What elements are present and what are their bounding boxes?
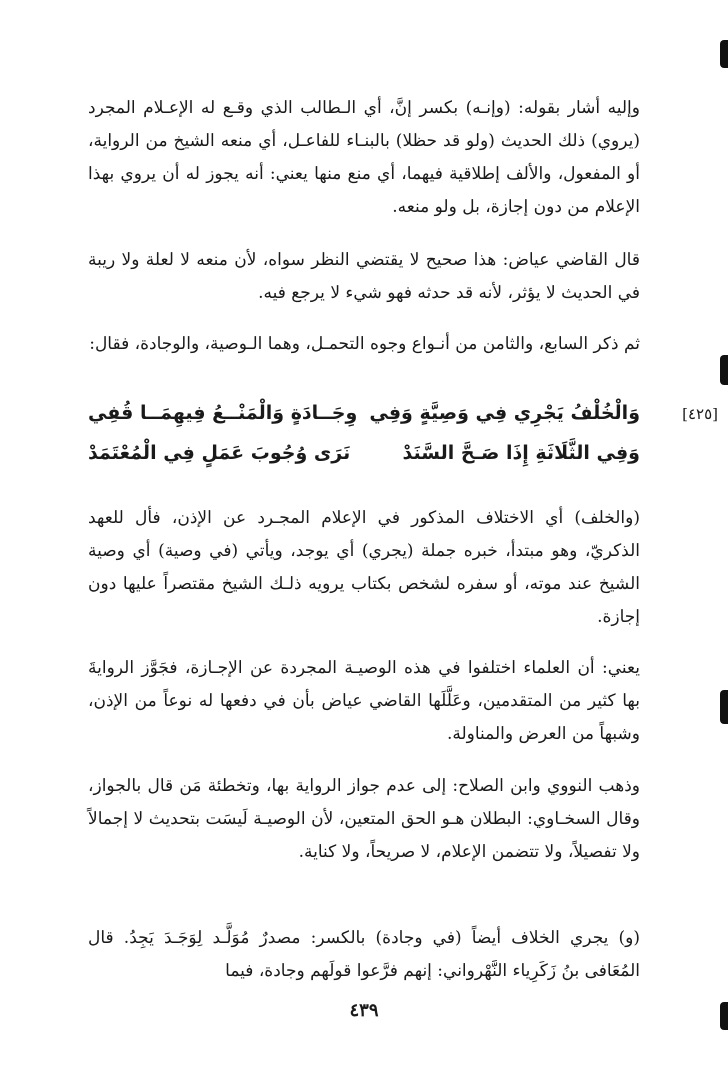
binding-mark: [720, 355, 728, 385]
paragraph: وذهب النووي وابن الصلاح: إلى عدم جواز الرواية بها، وتخطئة مَن قال بالجواز، وقال السخـاوي: البطلان هـو الحق المتعين، لأن الوصيـة لَيسَت بتحديث لا إجمالاً ولا تفصيلاً، ولا تتضمن الإعلام، لا صريحاً، ولا كناية.: [88, 776, 640, 862]
paragraph: (والخلف) أي الاختلاف المذكور في الإعلام المجـرد عن الإذن، فأل للعهد الذكريّ، وهو مبتدأ، خبره جملة (يجري) أي يوجد، ويأتي (في وصية) أي وصية الشيخ عند موته، أو سفره لشخص بكتاب يرويه ذلـك الشيخ مقتصراً عليها دون إجازة.: [88, 508, 640, 627]
paragraph: ثم ذكر السابع، والثامن من أنـواع وجوه التحمـل، وهما الـوصية، والوجادة، فقال:: [89, 334, 640, 354]
verse-line: [88, 402, 640, 436]
paragraph: قال القاضي عياض: هذا صحيح لا يقتضي النظر سواه، لأن منعه لا لعلة ولا ريبة في الحديث لا يؤثر، لأنه قد حدثه فهو شيء لا يرجع فيه.: [88, 250, 640, 303]
verse-hemistich-second: وِجَــادَةٍ وَالْمَنْــعُ فِيهِمَــا قُفِي: [88, 402, 358, 424]
page-number: ٤٣٩: [349, 1000, 379, 1021]
verse-line: [88, 442, 640, 476]
paragraph: (و) يجري الخلاف أيضاً (في وجادة) بالكسر: مصدرٌ مُوَلَّـد لِوَجَـدَ يَجِدُ. قال المُعَافى بنُ زَكَرِياء النَّهْرواني: إنهم فرَّعوا قولَهم وجادة، فيما: [88, 928, 640, 981]
verse-number: [٤٢٥]: [682, 405, 718, 423]
verse-hemistich-first: وَالْخُلْفُ يَجْرِي فِي وَصِيَّةٍ وَفِي: [369, 402, 640, 424]
verse-hemistich-first: وَفِي الثَّلَاثَةِ إِذَا صَـحَّ السَّنَدْ: [402, 442, 640, 464]
binding-mark: [720, 690, 728, 724]
paragraph: يعني: أن العلماء اختلفوا في هذه الوصيـة المجردة عن الإجـازة، فجَوَّز الروايةَ بها كثير من المتقدمين، وعَلَّلَها القاضي عياض بأن في دفعها له نوعاً من الإذن، وشبهاً من العرض والمناولة.: [88, 658, 640, 744]
binding-mark: [720, 40, 728, 68]
paragraph: وإليه أشار بقوله: (وإنـه) بكسر إنَّ، أي الـطالب الذي وقـع له الإعـلام المجرد (يروي) ذلك الحديث (ولو قد حظلا) بالبنـاء للفاعـل، أي منعه الشيخ من الرواية، أو المفعول، والألف إطلاقية فيهما، أي منع منها يعني: أنه يجوز له أن يروي بهذا الإعلام من دون إجازة، بل ولو منعه.: [88, 98, 640, 217]
verse-hemistich-second: نَرَى وُجُوبَ عَمَلٍ فِي الْمُعْتَمَدْ: [88, 442, 351, 464]
